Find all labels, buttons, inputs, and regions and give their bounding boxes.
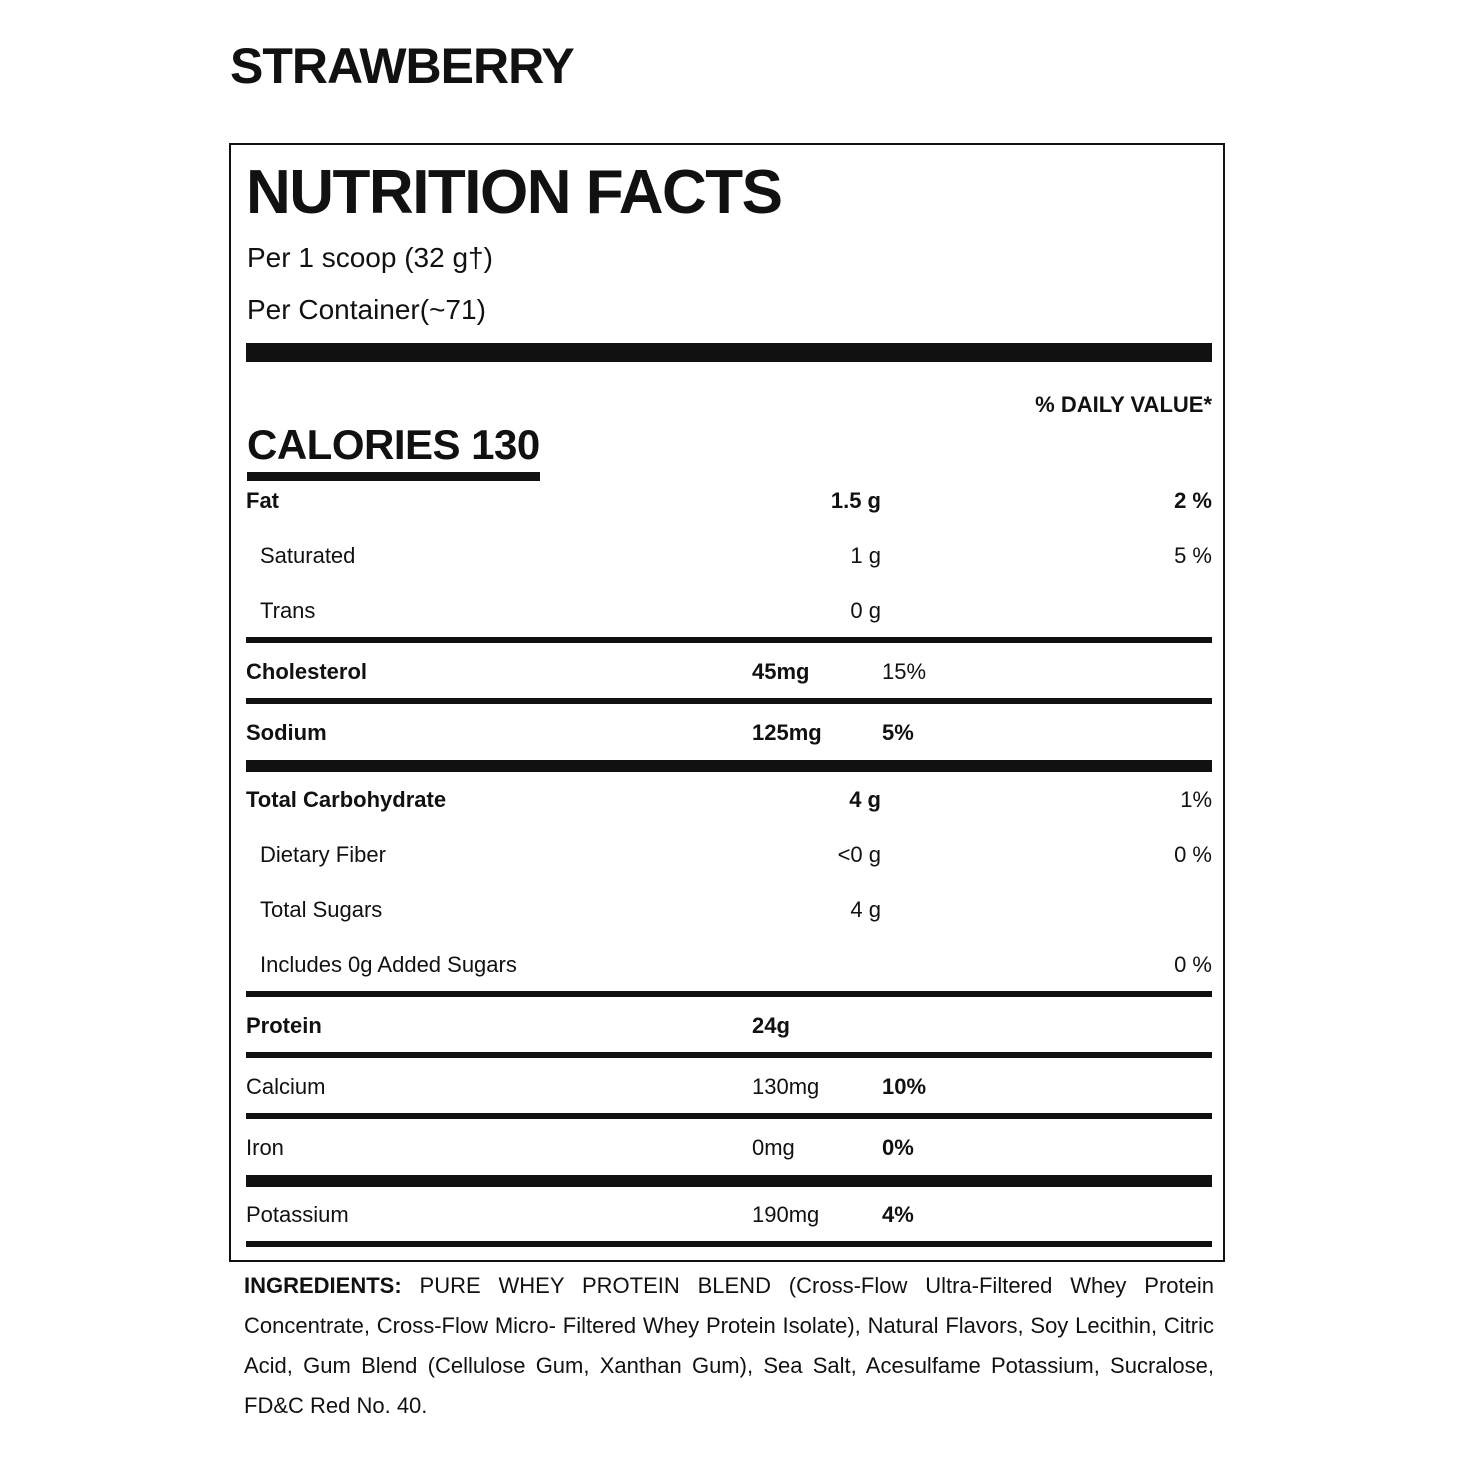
ingredients-label: INGREDIENTS: <box>244 1273 402 1298</box>
nutrient-label: Calcium <box>246 1074 326 1099</box>
nutrient-amount: 1 g <box>850 543 881 568</box>
nutrient-amount: 0mg <box>752 1135 795 1160</box>
nutrient-daily-value: 2 % <box>1174 488 1212 513</box>
nutrient-label: Includes 0g Added Sugars <box>260 952 517 977</box>
nutrient-row-carbohydrate <box>246 783 1212 817</box>
nutrient-amount: 4 g <box>849 787 881 812</box>
nutrient-daily-value: 10% <box>882 1074 927 1099</box>
nutrient-label: Total Sugars <box>260 897 383 922</box>
divider <box>246 637 1212 643</box>
nutrient-amount: 1.5 g <box>830 488 881 513</box>
nutrient-row-calcium <box>246 1070 1212 1104</box>
nutrient-amount: 24g <box>752 1013 790 1038</box>
divider <box>246 1113 1212 1119</box>
nutrient-amount: 0 g <box>850 598 881 623</box>
divider <box>246 698 1212 704</box>
nutrient-label: Total Carbohydrate <box>246 787 447 812</box>
nutrient-row-iron <box>246 1131 1212 1165</box>
nutrient-amount: 125mg <box>752 720 822 745</box>
nutrient-label: Cholesterol <box>246 659 368 684</box>
nutrient-row-sodium <box>246 716 1212 750</box>
daily-value-header: % DAILY VALUE* <box>1035 392 1212 417</box>
nutrient-daily-value: 0 % <box>1174 952 1212 977</box>
nutrient-row-protein <box>246 1009 1212 1043</box>
thick-divider <box>246 343 1212 362</box>
nutrient-daily-value: 15% <box>882 659 927 684</box>
nutrient-daily-value: 4% <box>882 1202 914 1227</box>
nutrient-label: Sodium <box>246 720 327 745</box>
nutrient-label: Iron <box>246 1135 284 1160</box>
nutrient-label: Protein <box>246 1013 322 1038</box>
nutrient-daily-value: 5% <box>882 720 914 745</box>
nutrient-daily-value: 1% <box>1180 787 1212 812</box>
nutrient-daily-value: 0 % <box>1174 842 1212 867</box>
nutrient-label: Dietary Fiber <box>260 842 386 867</box>
nutrient-daily-value: 0% <box>882 1135 914 1160</box>
nutrient-row-potassium <box>246 1198 1212 1232</box>
nutrient-row-fiber <box>246 838 1212 872</box>
divider <box>246 1241 1212 1247</box>
nutrient-label: Potassium <box>246 1202 349 1227</box>
divider <box>246 991 1212 997</box>
nutrient-label: Trans <box>260 598 316 623</box>
nutrient-row-added-sugars <box>246 948 1212 982</box>
nutrient-label: Saturated <box>260 543 356 568</box>
nutrient-row-trans <box>246 594 1212 628</box>
nutrient-amount: <0 g <box>837 842 881 867</box>
medium-divider <box>246 1175 1212 1187</box>
nutrient-row-cholesterol <box>246 655 1212 689</box>
ingredients-statement <box>244 1266 1214 1426</box>
nutrition-facts-title: NUTRITION FACTS <box>246 158 782 227</box>
nutrient-daily-value: 5 % <box>1174 543 1212 568</box>
nutrient-label: Fat <box>246 488 279 513</box>
divider <box>246 1052 1212 1058</box>
nutrient-amount: 190mg <box>752 1202 820 1227</box>
medium-divider <box>246 760 1212 772</box>
servings-per-container: Per Container(~71) <box>247 294 486 325</box>
nutrient-row-fat <box>246 484 1212 518</box>
nutrient-amount: 4 g <box>850 897 881 922</box>
nutrient-row-sugars <box>246 893 1212 927</box>
nutrient-row-saturated <box>246 539 1212 573</box>
nutrient-amount: 130mg <box>752 1074 820 1099</box>
serving-size: Per 1 scoop (32 g†) <box>247 242 493 273</box>
calories: CALORIES 130 <box>247 420 540 481</box>
ingredients-text: PURE WHEY PROTEIN BLEND (Cross-Flow Ultra-Filtered Whey Protein Concentrate, Cross-Flow Micro- Filtered Whey Protein Isolate), Natural Flavors, Soy Lecithin, Citric Acid, Gum Blend (Cellulose Gum, Xanthan Gum), Sea Salt, Acesulfame Potassium, Sucralose, FD&C Red No. 40. <box>244 1273 1214 1418</box>
flavor-title: STRAWBERRY <box>230 38 574 94</box>
nutrient-amount: 45mg <box>752 659 810 684</box>
